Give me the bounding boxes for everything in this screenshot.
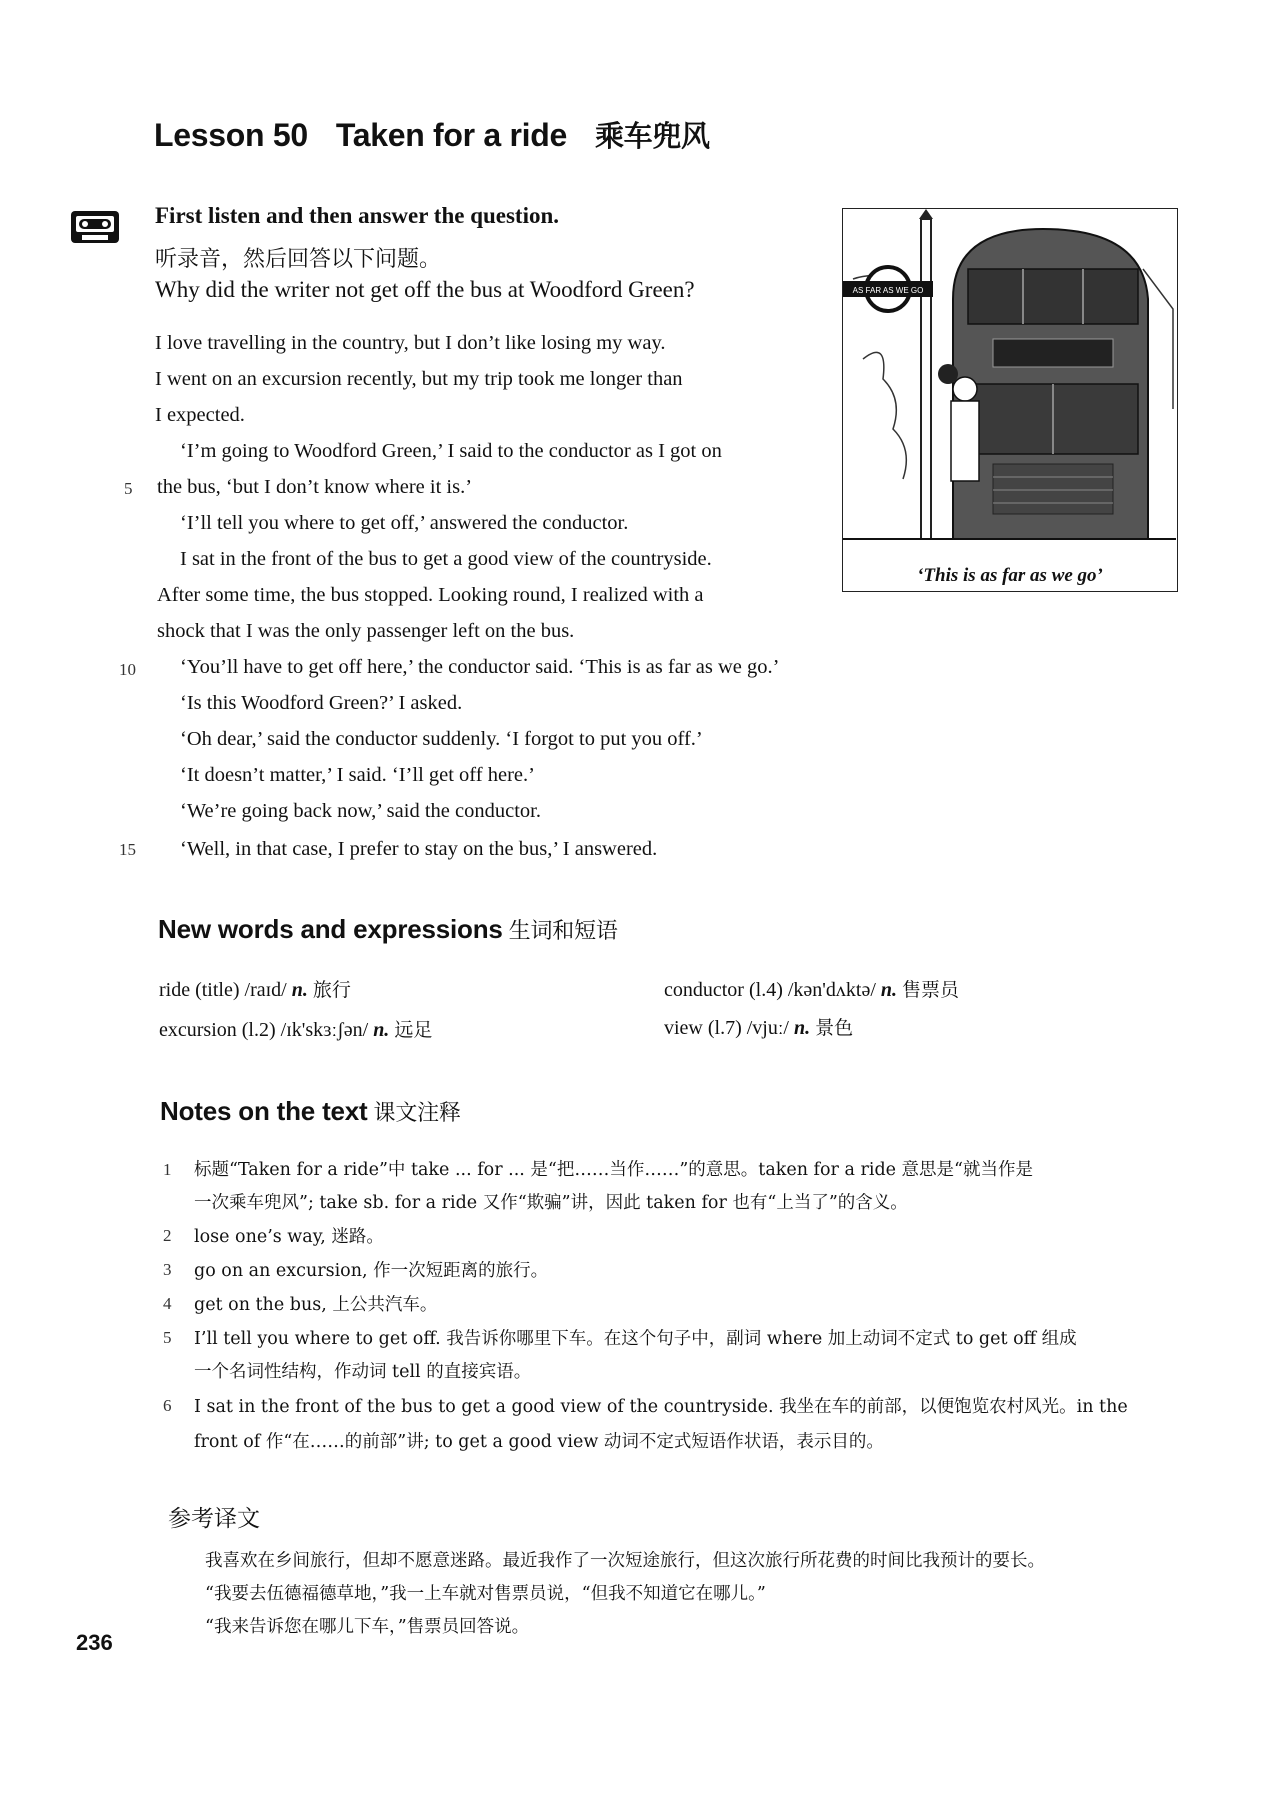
listen-instruction-en: First listen and then answer the question. (155, 203, 560, 228)
notes-heading (160, 1096, 461, 1127)
note-line: 一次乘车兜风”; take sb. for a ride 又作“欺骗”讲，因此 taken for 也有“上当了”的含义。 (194, 1193, 908, 1213)
notes-heading-en: Notes on the text (160, 1096, 368, 1126)
note-line: 标题“Taken for a ride”中 take ... for ... 是“把……当作……”的意思。taken for a ride 意思是“就当作是 (194, 1160, 1034, 1180)
line-number: 15 (119, 840, 136, 859)
passage-line: ‘We’re going back now,’ said the conductor. (180, 800, 541, 822)
passage-line: ‘I’ll tell you where to get off,’ answered the conductor. (180, 512, 629, 534)
vocabulary-heading-en: New words and expressions (158, 914, 503, 944)
lesson-number: Lesson 50 (154, 117, 308, 153)
vocab-word: conductor (l.4) /kən'dʌktə/ (664, 979, 876, 1001)
passage-line: ‘I’m going to Woodford Green,’ I said to the conductor as I got on (180, 440, 722, 462)
note-number: 6 (163, 1396, 172, 1415)
vocab-item (664, 1013, 853, 1040)
bus-drawing (843, 209, 1176, 561)
passage-line: ‘You’ll have to get off here,’ the conductor said. ‘This is as far as we go.’ (180, 656, 780, 678)
note-line: go on an excursion, 作一次短距离的旅行。 (194, 1261, 549, 1281)
page-number: 236 (76, 1630, 113, 1655)
vocab-meaning: 旅行 (312, 979, 351, 1001)
comprehension-question: Why did the writer not get off the bus at Woodford Green? (155, 277, 695, 302)
vocabulary-heading-zh: 生词和短语 (508, 919, 618, 944)
passage-line: I expected. (155, 404, 245, 426)
note-number: 1 (163, 1160, 172, 1179)
note-line: 一个名词性结构，作动词 tell 的直接宾语。 (194, 1362, 532, 1382)
vocab-pos: n. (373, 1019, 390, 1041)
listen-instruction-zh: 听录音，然后回答以下问题。 (155, 247, 442, 272)
note-number: 3 (163, 1260, 172, 1279)
vocab-meaning: 售票员 (902, 979, 960, 1001)
vocab-item (664, 975, 959, 1002)
notes-heading-zh: 课文注释 (373, 1101, 461, 1126)
vocabulary-heading (158, 914, 618, 945)
vocab-word: view (l.7) /vjuː/ (664, 1017, 789, 1039)
vocab-item (159, 975, 351, 1002)
vocab-meaning: 远足 (394, 1019, 433, 1041)
vocab-pos: n. (880, 979, 897, 1001)
line-number: 5 (124, 479, 133, 498)
passage-line: ‘Well, in that case, I prefer to stay on the bus,’ I answered. (180, 838, 658, 860)
illustration-caption: ‘This is as far as we go’ (917, 565, 1103, 586)
note-line: I sat in the front of the bus to get a good view of the countryside. 我坐在车的前部，以便饱览农村风光。in the (194, 1397, 1128, 1417)
passage-line: ‘Is this Woodford Green?’ I asked. (180, 692, 463, 714)
lesson-title-zh: 乘车兜风 (594, 119, 710, 153)
note-line: get on the bus, 上公共汽车。 (194, 1295, 438, 1315)
note-number: 5 (163, 1328, 172, 1347)
cassette-icon (70, 210, 120, 244)
vocab-word: excursion (l.2) /ɪk'skɜːʃən/ (159, 1019, 369, 1041)
passage-line: After some time, the bus stopped. Looking round, I realized with a (157, 584, 704, 606)
vocab-word: ride (title) /raɪd/ (159, 979, 287, 1001)
passage-line: I sat in the front of the bus to get a good view of the countryside. (180, 548, 712, 570)
note-number: 4 (163, 1294, 172, 1313)
line-number: 10 (119, 660, 136, 679)
bus-stop-sign-text: AS FAR AS WE GO (852, 286, 924, 295)
passage-line: shock that I was the only passenger left on the bus. (157, 620, 575, 642)
translation-line: “我来告诉您在哪儿下车，”售票员回答说。 (205, 1617, 530, 1637)
note-line: I’ll tell you where to get off. 我告诉你哪里下车。在这个句子中，副词 where 加上动词不定式 to get off 组成 (194, 1329, 1077, 1349)
lesson-title (154, 114, 738, 155)
vocab-item (159, 1015, 432, 1042)
vocab-meaning: 景色 (815, 1017, 854, 1039)
passage-line: I love travelling in the country, but I don’t like losing my way. (155, 332, 666, 354)
passage-line: ‘Oh dear,’ said the conductor suddenly. ‘I forgot to put you off.’ (180, 728, 703, 750)
passage-line: I went on an excursion recently, but my trip took me longer than (155, 368, 683, 390)
note-line: lose one’s way, 迷路。 (194, 1227, 384, 1247)
lesson-title-en: Taken for a ride (335, 117, 567, 153)
vocab-pos: n. (793, 1017, 811, 1039)
passage-line: ‘It doesn’t matter,’ I said. ‘I’ll get off here.’ (180, 764, 535, 786)
note-number: 2 (163, 1226, 172, 1245)
illustration-bus (842, 208, 1178, 592)
translation-heading: 参考译文 (168, 1506, 260, 1532)
translation-line: 我喜欢在乡间旅行，但却不愿意迷路。最近我作了一次短途旅行，但这次旅行所花费的时间比我预计的要长。 (205, 1551, 1045, 1571)
translation-line: “我要去伍德福德草地，”我一上车就对售票员说，“但我不知道它在哪儿。” (205, 1584, 766, 1604)
vocab-pos: n. (291, 979, 308, 1001)
note-line: front of 作“在……的前部”讲; to get a good view 动词不定式短语作状语，表示目的。 (194, 1432, 884, 1452)
passage-line: the bus, ‘but I don’t know where it is.’ (157, 476, 473, 498)
